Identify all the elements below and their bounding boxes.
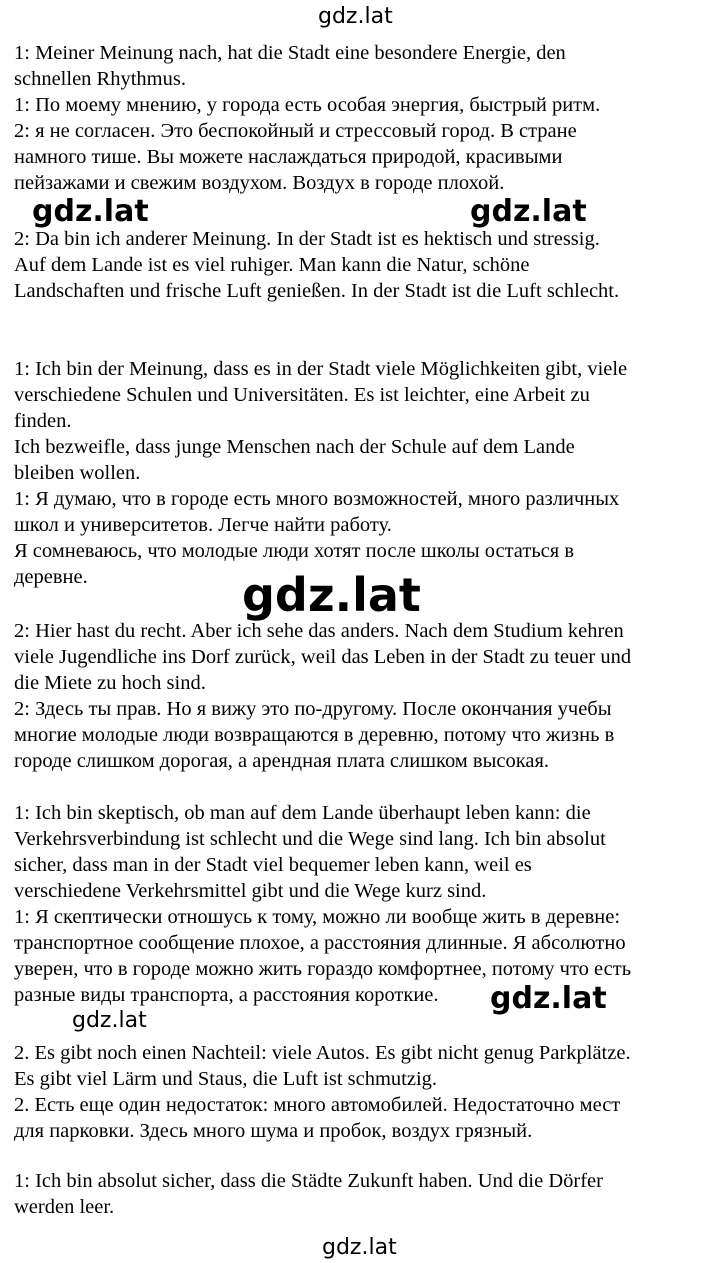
paragraph-disagree-text: 2: Da bin ich anderer Meinung. In der Stadt ist es hektisch und stressig. Auf dem Lande ist es viel ruhiger. Man kann die Natur, schöne Landschaften und frische Luft genießen. In der Stadt ist die Luft schlecht. <box>14 228 620 302</box>
paragraph-opportunities-text: 1: Ich bin der Meinung, dass es in der Stadt viele Möglichkeiten gibt, viele verschiedene Schulen und Universitäten. Es ist leichter, eine Arbeit zu finden. Ich bezweifle, dass junge Menschen nach der Schule auf dem Lande bleiben wollen. 1: Я думаю, что в городе есть много возможностей, много различных школ и университетов. Легче найти работу. Я сомневаюсь, что молодые люди хотят после школы остаться в деревне. <box>14 358 628 588</box>
paragraph-disadvantage <box>14 1040 714 1144</box>
watermark-lower-right: gdz.lat <box>490 981 607 1016</box>
watermark-bottom: gdz.lat <box>322 1235 397 1260</box>
paragraph-return-village <box>14 618 714 774</box>
paragraph-disagree <box>14 226 714 304</box>
paragraph-transport <box>14 800 714 1008</box>
paragraph-future-text: 1: Ich bin absolut sicher, dass die Städte Zukunft haben. Und die Dörfer werden leer. <box>14 1170 603 1218</box>
paragraph-future <box>14 1168 714 1220</box>
watermark-center: gdz.lat <box>242 568 421 622</box>
watermark-top: gdz.lat <box>318 4 393 29</box>
paragraph-transport-text: 1: Ich bin skeptisch, ob man auf dem Lande überhaupt leben kann: die Verkehrsverbindung ist schlecht und die Wege sind lang. Ich bin absolut sicher, dass man in der Stadt viel bequemer leben kann, weil es verschiedene Verkehrsmittel gibt und die Wege kurz sind. 1: Я скептически отношусь к тому, можно ли вообще жить в деревне: транспортное сообщение плохое, а расстояния длинные. Я абсолютно уверен, что в городе можно жить гораздо комфортнее, потому что есть разные виды транспорта, а расстояния короткие. <box>14 802 632 1006</box>
watermark-lower-left: gdz.lat <box>72 1008 147 1033</box>
paragraph-energy <box>14 40 714 196</box>
paragraph-energy-text: 1: Meiner Meinung nach, hat die Stadt eine besondere Energie, den schnellen Rhythmus. 1: По моему мнению, у города есть особая энергия, быстрый ритм. 2: я не согласен. Это беспокойный и стрессовый город. В стране намного тише. Вы можете наслаждаться природой, красивыми пейзажами и свежим воздухом. Воздух в городе плохой. <box>14 42 601 194</box>
watermark-right: gdz.lat <box>470 194 587 229</box>
paragraph-opportunities <box>14 356 714 590</box>
paragraph-disadvantage-text: 2. Es gibt noch einen Nachteil: viele Autos. Es gibt nicht genug Parkplätze. Es gibt viel Lärm und Staus, die Luft ist schmutzig. 2. Есть еще один недостаток: много автомобилей. Недостаточно мест для парковки. Здесь много шума и пробок, воздух грязный. <box>14 1042 631 1142</box>
watermark-left: gdz.lat <box>32 194 149 229</box>
paragraph-return-village-text: 2: Hier hast du recht. Aber ich sehe das anders. Nach dem Studium kehren viele Jugendliche ins Dorf zurück, weil das Leben in der Stadt zu teuer und die Miete zu hoch sind. 2: Здесь ты прав. Но я вижу это по-другому. После окончания учебы многие молодые люди возвращаются в деревню, потому что жизнь в городе слишком дорогая, а арендная плата слишком высокая. <box>14 620 632 772</box>
